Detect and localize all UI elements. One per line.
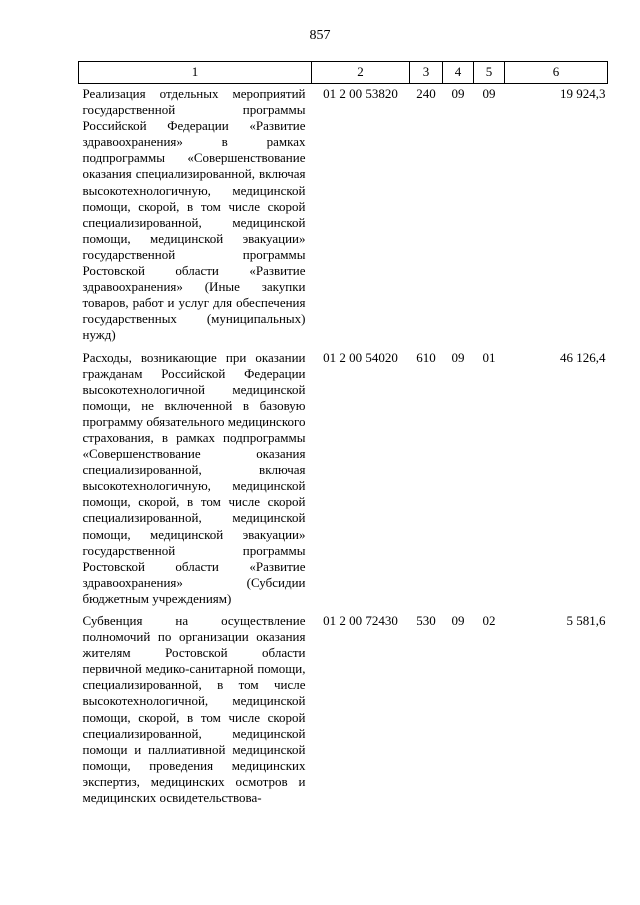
row-sum: 46 126,4 (560, 349, 606, 365)
column-header-rz: 4 (443, 62, 474, 84)
row-name: Расходы, возникающие при оказании гражданам Российской Федерации высокотехнологичной медицинской помощи, не включенной в базовую программу обязательного медицинского страхования, в рамках подпрограммы «Совершенствование оказания специализированной, включая высокотехнологичную, медицинской помощи, скорой, в том числе скорой специализированной, медицинской помощи, медицинской эвакуации» государственной программы Ростовской области «Развитие здравоохранения» (Субсидии бюджетным учреждениям) (82, 349, 306, 606)
row-pr: 01 (482, 349, 496, 365)
column-header-vr: 3 (410, 62, 443, 84)
column-header-sum: 6 (505, 62, 608, 84)
row-rz: 09 (451, 86, 465, 101)
row-vr: 610 (416, 349, 436, 365)
table-row (79, 611, 608, 810)
table-row (79, 348, 608, 612)
row-sum: 19 924,3 (560, 86, 606, 101)
row-code: 01 2 00 72430 (323, 613, 398, 628)
budget-table (78, 61, 608, 810)
row-vr: 240 (416, 86, 436, 101)
column-header-code: 2 (312, 62, 410, 84)
row-name: Реализация отдельных мероприятий государственной программы Российской Федерации «Развитие здравоохранения» в рамках подпрограммы «Совершенствование оказания специализированной, включая высокотехнологичную, медицинской помощи, скорой, в том числе скорой специализированной, медицинской помощи, медицинской эвакуации» государственной программы Ростовской области «Развитие здравоохранения» (Иные закупки товаров, работ и услуг для обеспечения государственных (муниципальных) нужд) (82, 86, 306, 343)
row-vr: 530 (416, 613, 436, 628)
column-header-pr: 5 (474, 62, 505, 84)
row-code: 01 2 00 53820 (323, 86, 398, 101)
row-rz: 09 (451, 613, 465, 628)
table-row (79, 84, 608, 348)
row-pr: 02 (482, 613, 496, 628)
row-pr: 09 (482, 86, 496, 101)
column-header-name: 1 (79, 62, 312, 84)
page-number: 857 (309, 28, 331, 43)
row-rz: 09 (451, 349, 465, 365)
row-name: Субвенция на осуществление полномочий по организации оказания жителям Ростовской области первичной медико-санитарной помощи, специализированной, в том числе высокотехнологичной, медицинской помощи, скорой, в том числе скорой специализированной, медицинской помощи и паллиативной медицинской помощи, проведения медицинских экспертиз, медицинских осмотров и медицинских освидетельствова- (82, 613, 306, 806)
row-sum: 5 581,6 (566, 613, 606, 628)
row-code: 01 2 00 54020 (323, 349, 398, 365)
table-header-row (79, 62, 608, 84)
